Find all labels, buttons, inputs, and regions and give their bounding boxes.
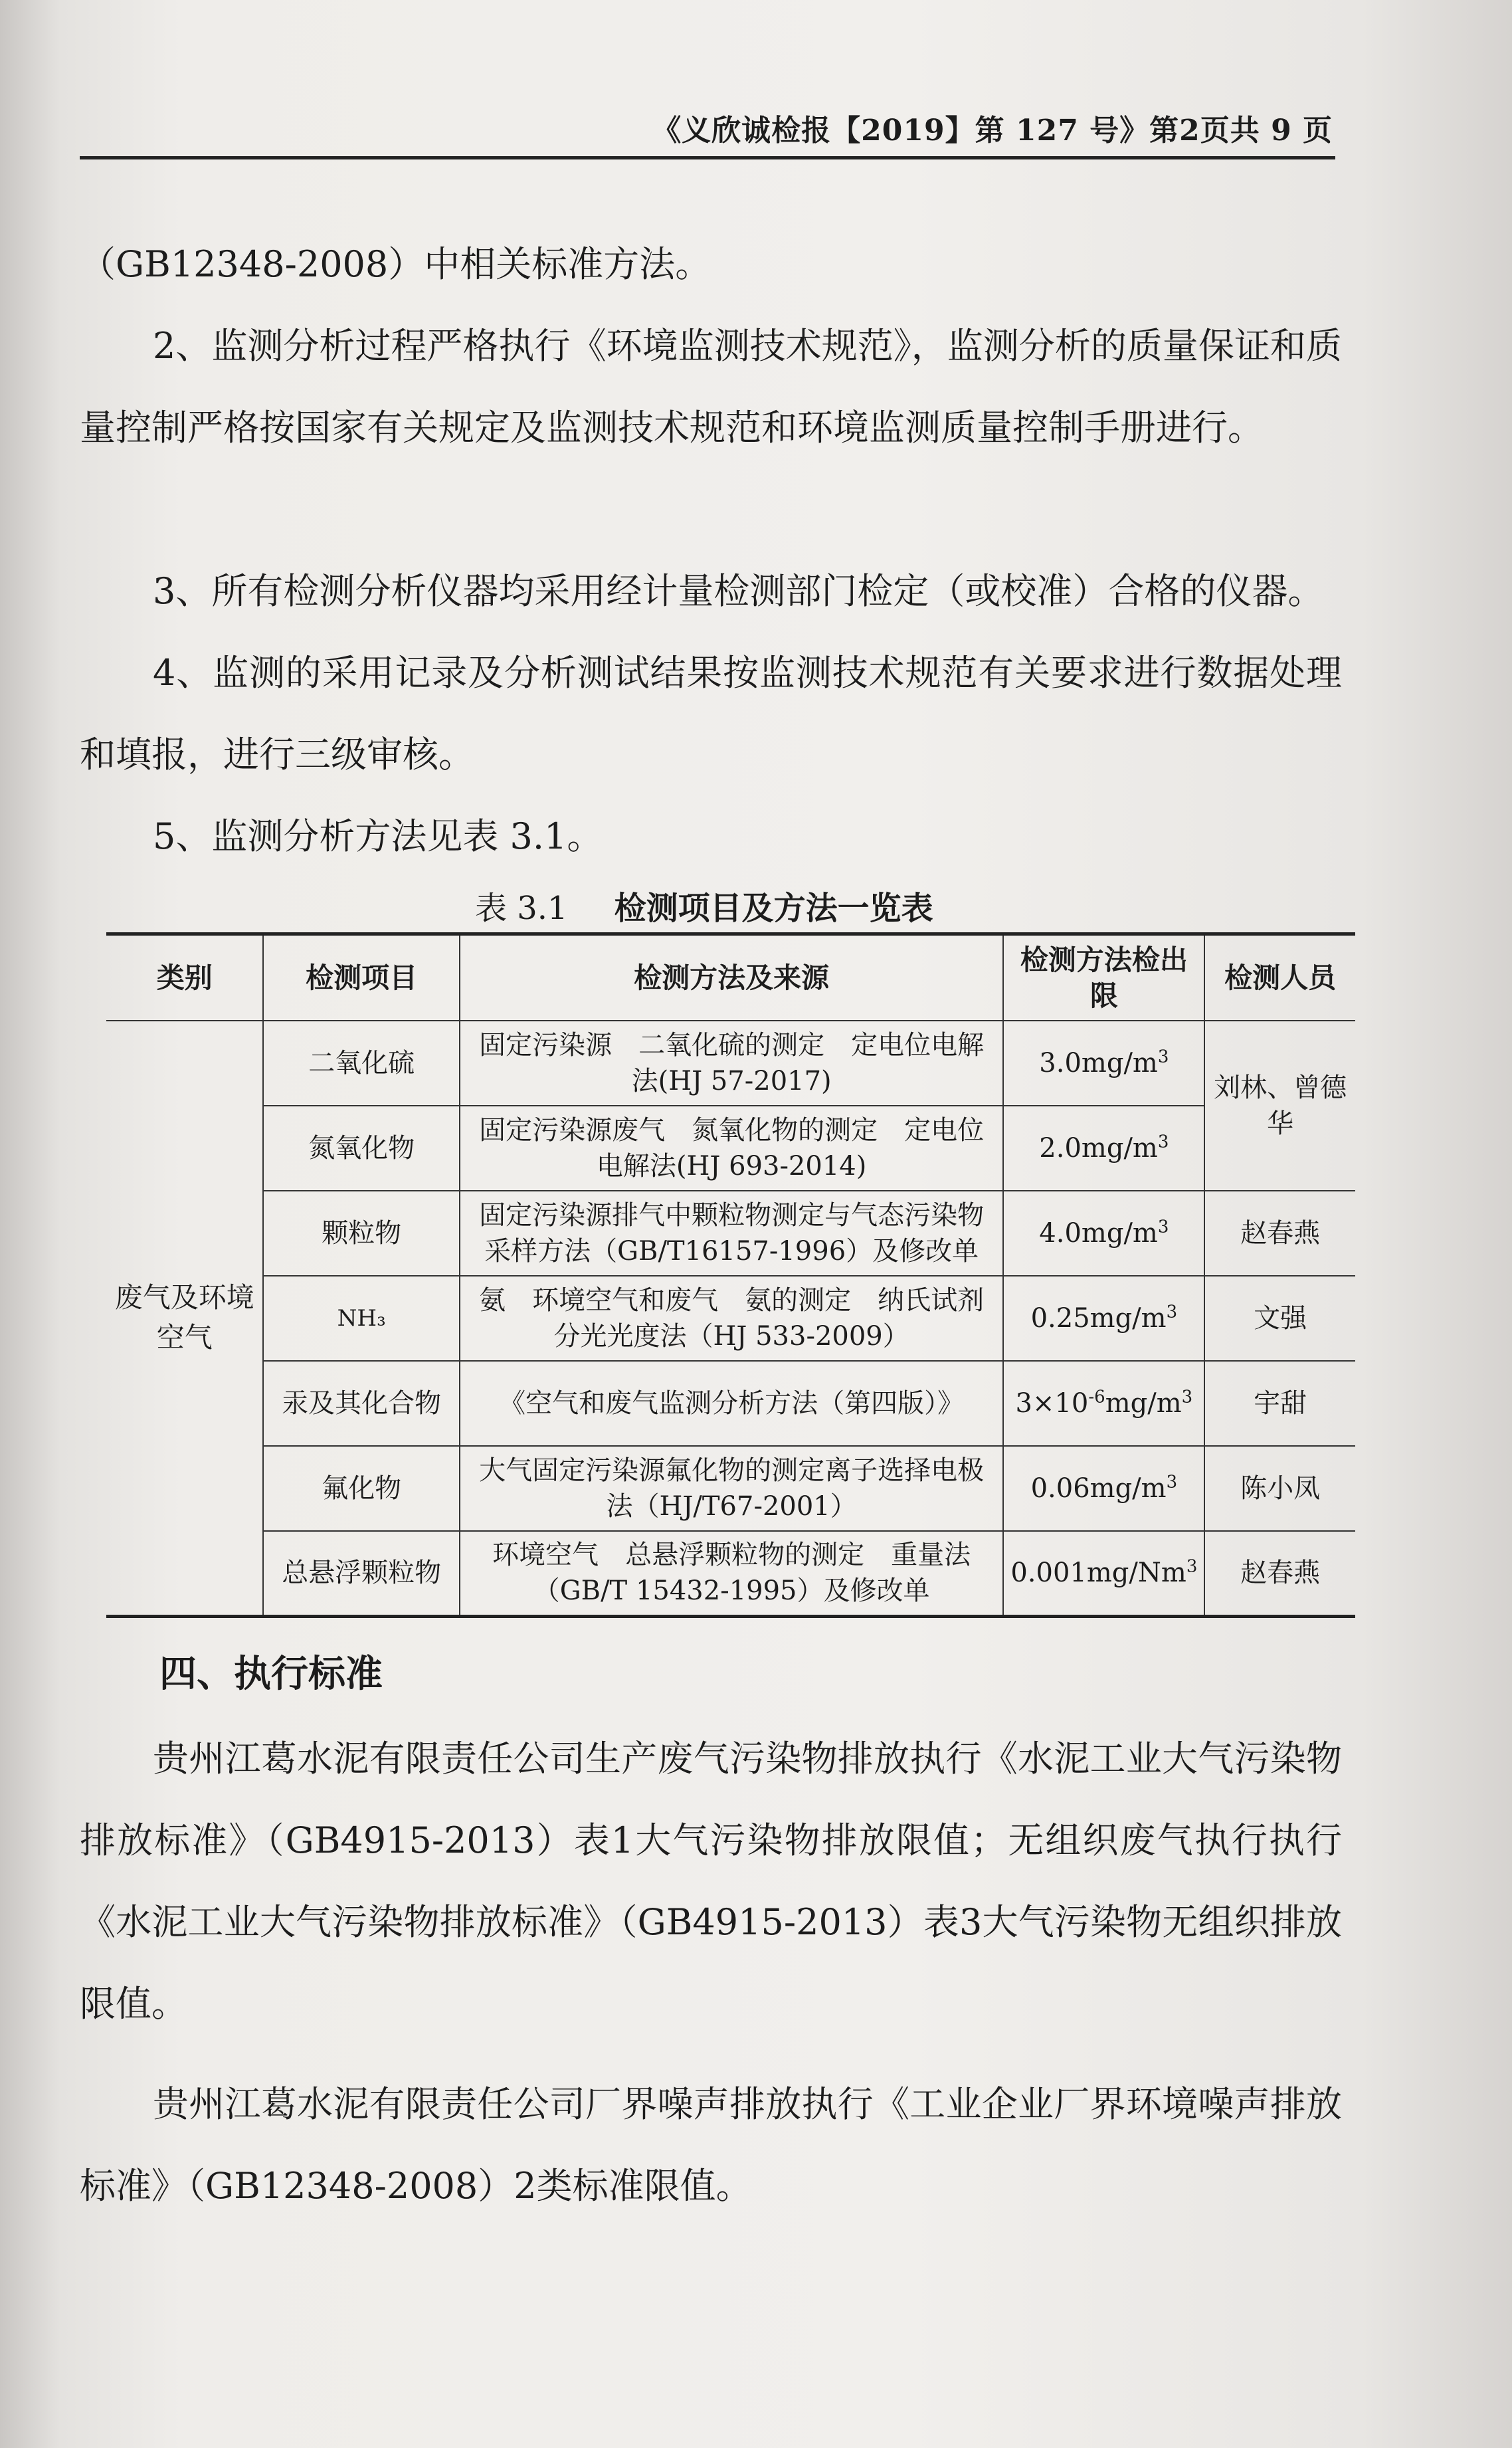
- item-cell: NH₃: [263, 1276, 459, 1361]
- header-personnel: 检测人员: [1204, 934, 1355, 1021]
- table-caption-number: 表 3.1: [475, 890, 568, 927]
- limit-cell: $0.06mg/m^3$: [1003, 1446, 1204, 1531]
- method-cell: 大气固定污染源氟化物的测定离子选择电极法（HJ/T67-2001）: [460, 1446, 1003, 1531]
- item-cell: 氟化物: [263, 1446, 459, 1531]
- method-cell: 《空气和废气监测分析方法（第四版）》: [460, 1361, 1003, 1446]
- paragraph-item-5: 5、监测分析方法见表 3.1。: [153, 815, 603, 857]
- table-row: [106, 1446, 1355, 1531]
- limit-cell: $3.0mg/m^3$: [1003, 1021, 1204, 1106]
- item-cell: 颗粒物: [263, 1191, 459, 1276]
- person-cell: 赵春燕: [1204, 1531, 1355, 1616]
- table-header-row: [106, 934, 1355, 1021]
- report-header: 《义欣诚检报【2019】第 127 号》第2页共 9 页: [652, 114, 1333, 148]
- item-cell: 汞及其化合物: [263, 1361, 459, 1446]
- limit-cell: 0.001mg/Nm$^3$: [1003, 1531, 1204, 1616]
- limit-cell: $0.25mg/m^3$: [1003, 1276, 1204, 1361]
- person-cell: 宇甜: [1204, 1361, 1355, 1446]
- paragraph-noise-standard: 贵州江葛水泥有限责任公司厂界噪声排放执行《工业企业厂界环境噪声排放标准》（GB12348-2008）2类标准限值。: [80, 2083, 1342, 2207]
- paragraph-continuation: （GB12348-2008）中相关标准方法。: [80, 243, 711, 285]
- table-row: [106, 1191, 1355, 1276]
- table-row: [106, 1106, 1355, 1191]
- item-cell: 二氧化硫: [263, 1021, 459, 1106]
- category-cell: 废气及环境空气: [106, 1021, 263, 1616]
- item-cell: 总悬浮颗粒物: [263, 1531, 459, 1616]
- header-item: 检测项目: [263, 934, 459, 1021]
- paragraph-emission-standard: 贵州江葛水泥有限责任公司生产废气污染物排放执行《水泥工业大气污染物排放标准》（GB4915-2013）表1大气污染物排放限值；无组织废气执行执行《水泥工业大气污染物排放标准》（GB4915-2013）表3大气污染物无组织排放限值。: [80, 1738, 1342, 2025]
- header-detection-limit: 检测方法检出限: [1003, 934, 1204, 1021]
- table-caption: [475, 882, 933, 928]
- table-caption-title: 检测项目及方法一览表: [614, 890, 933, 927]
- section-heading: 四、执行标准: [159, 1652, 383, 1696]
- methods-table: [106, 932, 1355, 1618]
- table-row: [106, 1021, 1355, 1106]
- paragraph-item-4: 4、监测的采用记录及分析测试结果按监测技术规范有关要求进行数据处理和填报，进行三级审核。: [80, 652, 1342, 775]
- table-row: [106, 1361, 1355, 1446]
- header-method: 检测方法及来源: [460, 934, 1003, 1021]
- limit-cell: $4.0mg/m^3$: [1003, 1191, 1204, 1276]
- table-row: [106, 1276, 1355, 1361]
- limit-cell: $3\times 10^{-6}mg/m^3$: [1003, 1361, 1204, 1446]
- method-cell: 固定污染源 二氧化硫的测定 定电位电解法(HJ 57-2017): [460, 1021, 1003, 1106]
- person-cell: 文强: [1204, 1276, 1355, 1361]
- paragraph-item-2: 2、监测分析过程严格执行《环境监测技术规范》，监测分析的质量保证和质量控制严格按国家有关规定及监测技术规范和环境监测质量控制手册进行。: [80, 325, 1342, 449]
- header-divider: [80, 156, 1335, 159]
- person-cell: 刘林、曾德华: [1204, 1021, 1355, 1191]
- method-cell: 固定污染源排气中颗粒物测定与气态污染物采样方法（GB/T16157-1996）及修改单: [460, 1191, 1003, 1276]
- method-cell: 环境空气 总悬浮颗粒物的测定 重量法（GB/T 15432-1995）及修改单: [460, 1531, 1003, 1616]
- paragraph-item-3: 3、所有检测分析仪器均采用经计量检测部门检定（或校准）合格的仪器。: [153, 570, 1324, 612]
- person-cell: 赵春燕: [1204, 1191, 1355, 1276]
- person-cell: 陈小凤: [1204, 1446, 1355, 1531]
- table-row: [106, 1531, 1355, 1616]
- method-cell: 氨 环境空气和废气 氨的测定 纳氏试剂分光光度法（HJ 533-2009）: [460, 1276, 1003, 1361]
- limit-cell: $2.0mg/m^3$: [1003, 1106, 1204, 1191]
- method-cell: 固定污染源废气 氮氧化物的测定 定电位电解法(HJ 693-2014): [460, 1106, 1003, 1191]
- header-category: 类别: [106, 934, 263, 1021]
- item-cell: 氮氧化物: [263, 1106, 459, 1191]
